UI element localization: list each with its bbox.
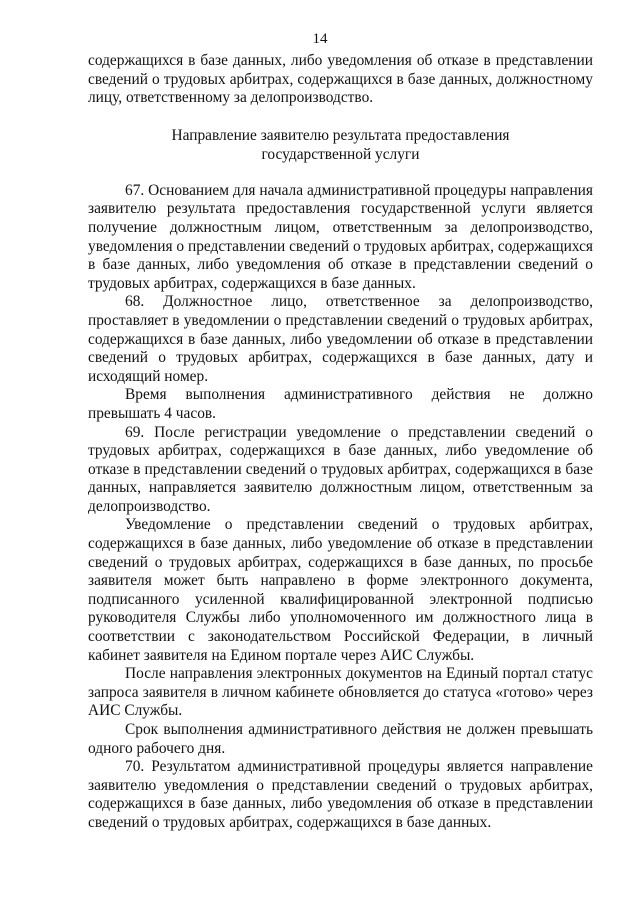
document-body [88, 52, 593, 833]
page-number: 14 [312, 31, 328, 47]
paragraph-69: 69. После регистрации уведомление о представлении сведений о трудовых арбитрах, содержащихся в базе данных, либо уведомление об отказе в представлении сведений о трудовых арбитрах, содержащихся в базе данных, направляется заявителю должностным лицом, ответственным за делопроизводство. [88, 423, 593, 515]
section-heading [88, 126, 593, 164]
paragraph-69-deadline: Срок выполнения административного действия не должен превышать одного рабочего дня. [88, 721, 593, 757]
paragraph-69-status-update: После направления электронных документов на Единый портал статус запроса заявителя в личном кабинете обновляется до статуса «готово» через АИС Службы. [88, 665, 593, 720]
paragraph-68-time-limit: Время выполнения административного действия не должно превышать 4 часов. [88, 386, 593, 422]
section-heading-line-1: Направление заявителю результата предоставления [171, 126, 510, 144]
section-heading-line-2: государственной услуги [261, 145, 420, 163]
paragraph-continuation: содержащихся в базе данных, либо уведомления об отказе в представлении сведений о трудовых арбитрах, содержащихся в базе данных, должностному лицу, ответственному за делопроизводство. [88, 52, 593, 107]
paragraph-69-electronic-notice: Уведомление о представлении сведений о трудовых арбитрах, содержащихся в базе данных, либо уведомление об отказе в представлении сведений о трудовых арбитрах, содержащихся в базе данных, по просьбе заявителя может быть направлено в форме электронного документа, подписанного усиленной квалифицированной электронной подписью руководителя Службы либо уполномоченного им должностного лица в соответствии с законодательством Российской Федерации, в личный кабинет заявителя на Едином портале через АИС Службы. [88, 516, 593, 664]
paragraph-68: 68. Должностное лицо, ответственное за делопроизводство, проставляет в уведомлении о представлении сведений о трудовых арбитрах, содержащихся в базе данных, либо уведомлении об отказе в представлении сведений о трудовых арбитрах, содержащихся в базе данных, дату и исходящий номер. [88, 293, 593, 385]
paragraph-67: 67. Основанием для начала административной процедуры направления заявителю результата предоставления государственной услуги является получение должностным лицом, ответственным за делопроизводство, уведомления о представлении сведений о трудовых арбитрах, содержащихся в базе данных, либо уведомления об отказе в представлении сведений о трудовых арбитрах, содержащихся в базе данных. [88, 181, 593, 292]
paragraph-70: 70. Результатом административной процедуры является направление заявителю уведомления о представлении сведений о трудовых арбитрах, содержащихся в базе данных, либо уведомления об отказе в представлении сведений о трудовых арбитрах, содержащихся в базе данных. [88, 758, 593, 831]
